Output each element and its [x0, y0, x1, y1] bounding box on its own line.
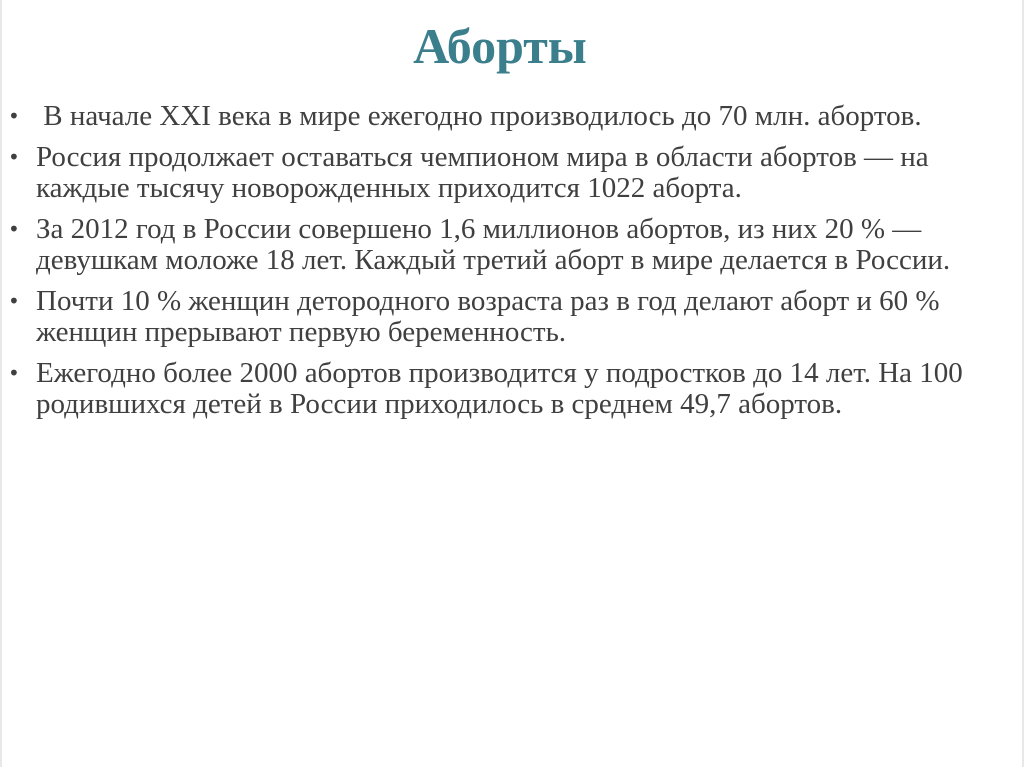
- bullet-item: [0, 358, 1010, 420]
- bullet-text: В начале XXI века в мире ежегодно производилось до 70 млн. абортов.: [36, 100, 922, 132]
- bullet-text: Россия продолжает оставаться чемпионом мира в области абортов — на каждые тысячу новорожденных приходится 1022 аборта.: [36, 141, 929, 204]
- bullet-item: [0, 214, 1010, 276]
- bullet-icon: •: [8, 361, 20, 385]
- bullet-item: [0, 142, 1010, 204]
- bullet-icon: •: [8, 289, 20, 313]
- bullet-text: За 2012 год в России совершено 1,6 миллионов абортов, из них 20 % — девушкам моложе 18 лет. Каждый третий аборт в мире делается в России.: [36, 213, 951, 276]
- bullet-icon: •: [8, 145, 20, 169]
- bullet-item: [0, 286, 1010, 348]
- bullet-icon: •: [8, 217, 20, 241]
- bullet-text: Почти 10 % женщин детородного возраста раз в год делают аборт и 60 % женщин прерывают первую беременность.: [36, 285, 940, 348]
- bullet-text: Ежегодно более 2000 абортов производится у подростков до 14 лет. На 100 родившихся детей в России приходилось в среднем 49,7 абортов.: [36, 357, 963, 420]
- slide-title: Аборты: [413, 18, 587, 74]
- bullet-item: [0, 101, 1010, 132]
- bullet-icon: •: [8, 104, 20, 128]
- bullet-list: [0, 101, 1010, 430]
